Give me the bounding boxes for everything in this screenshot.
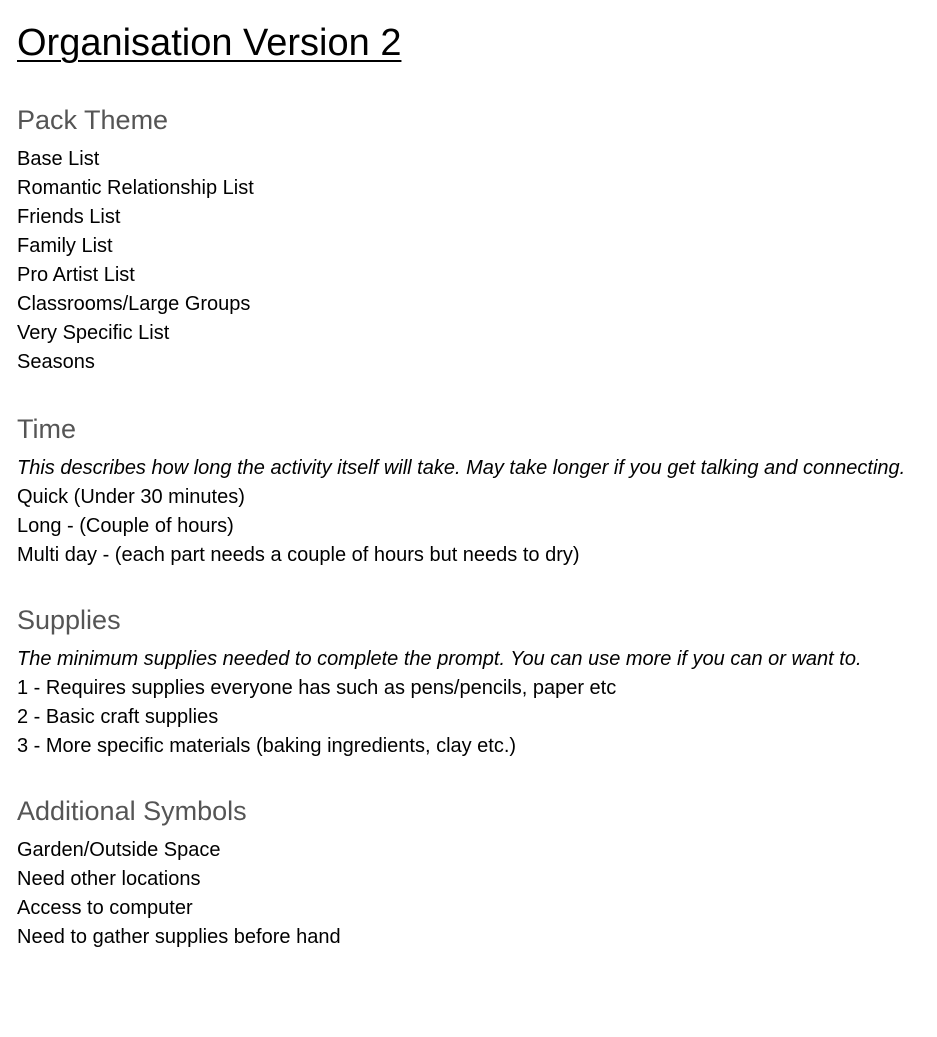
pack-theme-list <box>17 145 910 377</box>
section-description: The minimum supplies needed to complete the prompt. You can use more if you can or want to. <box>17 648 862 670</box>
list-item: 3 - More specific materials (baking ingredients, clay etc.) <box>17 735 517 757</box>
list-item: Family List <box>17 235 113 257</box>
section-heading: Additional Symbols <box>17 796 247 826</box>
supplies-list <box>17 674 910 761</box>
list-item: Base List <box>17 148 100 170</box>
section-heading: Time <box>17 414 76 444</box>
list-item: Access to computer <box>17 897 193 919</box>
additional-symbols-list <box>17 836 910 952</box>
section-time <box>17 413 910 570</box>
list-item: Friends List <box>17 206 121 228</box>
list-item: Need to gather supplies before hand <box>17 926 341 948</box>
section-heading: Supplies <box>17 605 121 635</box>
list-item: Garden/Outside Space <box>17 839 221 861</box>
section-pack-theme <box>17 104 910 377</box>
time-list <box>17 483 910 570</box>
list-item: Classrooms/Large Groups <box>17 293 251 315</box>
list-item: Long - (Couple of hours) <box>17 515 234 537</box>
list-item: Multi day - (each part needs a couple of hours but needs to dry) <box>17 544 580 566</box>
list-item: Very Specific List <box>17 322 170 344</box>
list-item: 1 - Requires supplies everyone has such as pens/pencils, paper etc <box>17 677 617 699</box>
page-title: Organisation Version 2 <box>17 22 402 64</box>
section-description: This describes how long the activity itself will take. May take longer if you get talking and connecting. <box>17 457 906 479</box>
list-item: Pro Artist List <box>17 264 135 286</box>
list-item: Seasons <box>17 351 95 373</box>
section-additional-symbols <box>17 795 910 952</box>
section-supplies <box>17 604 910 761</box>
list-item: Romantic Relationship List <box>17 177 254 199</box>
list-item: Need other locations <box>17 868 201 890</box>
list-item: 2 - Basic craft supplies <box>17 706 219 728</box>
list-item: Quick (Under 30 minutes) <box>17 486 245 508</box>
section-heading: Pack Theme <box>17 105 169 135</box>
